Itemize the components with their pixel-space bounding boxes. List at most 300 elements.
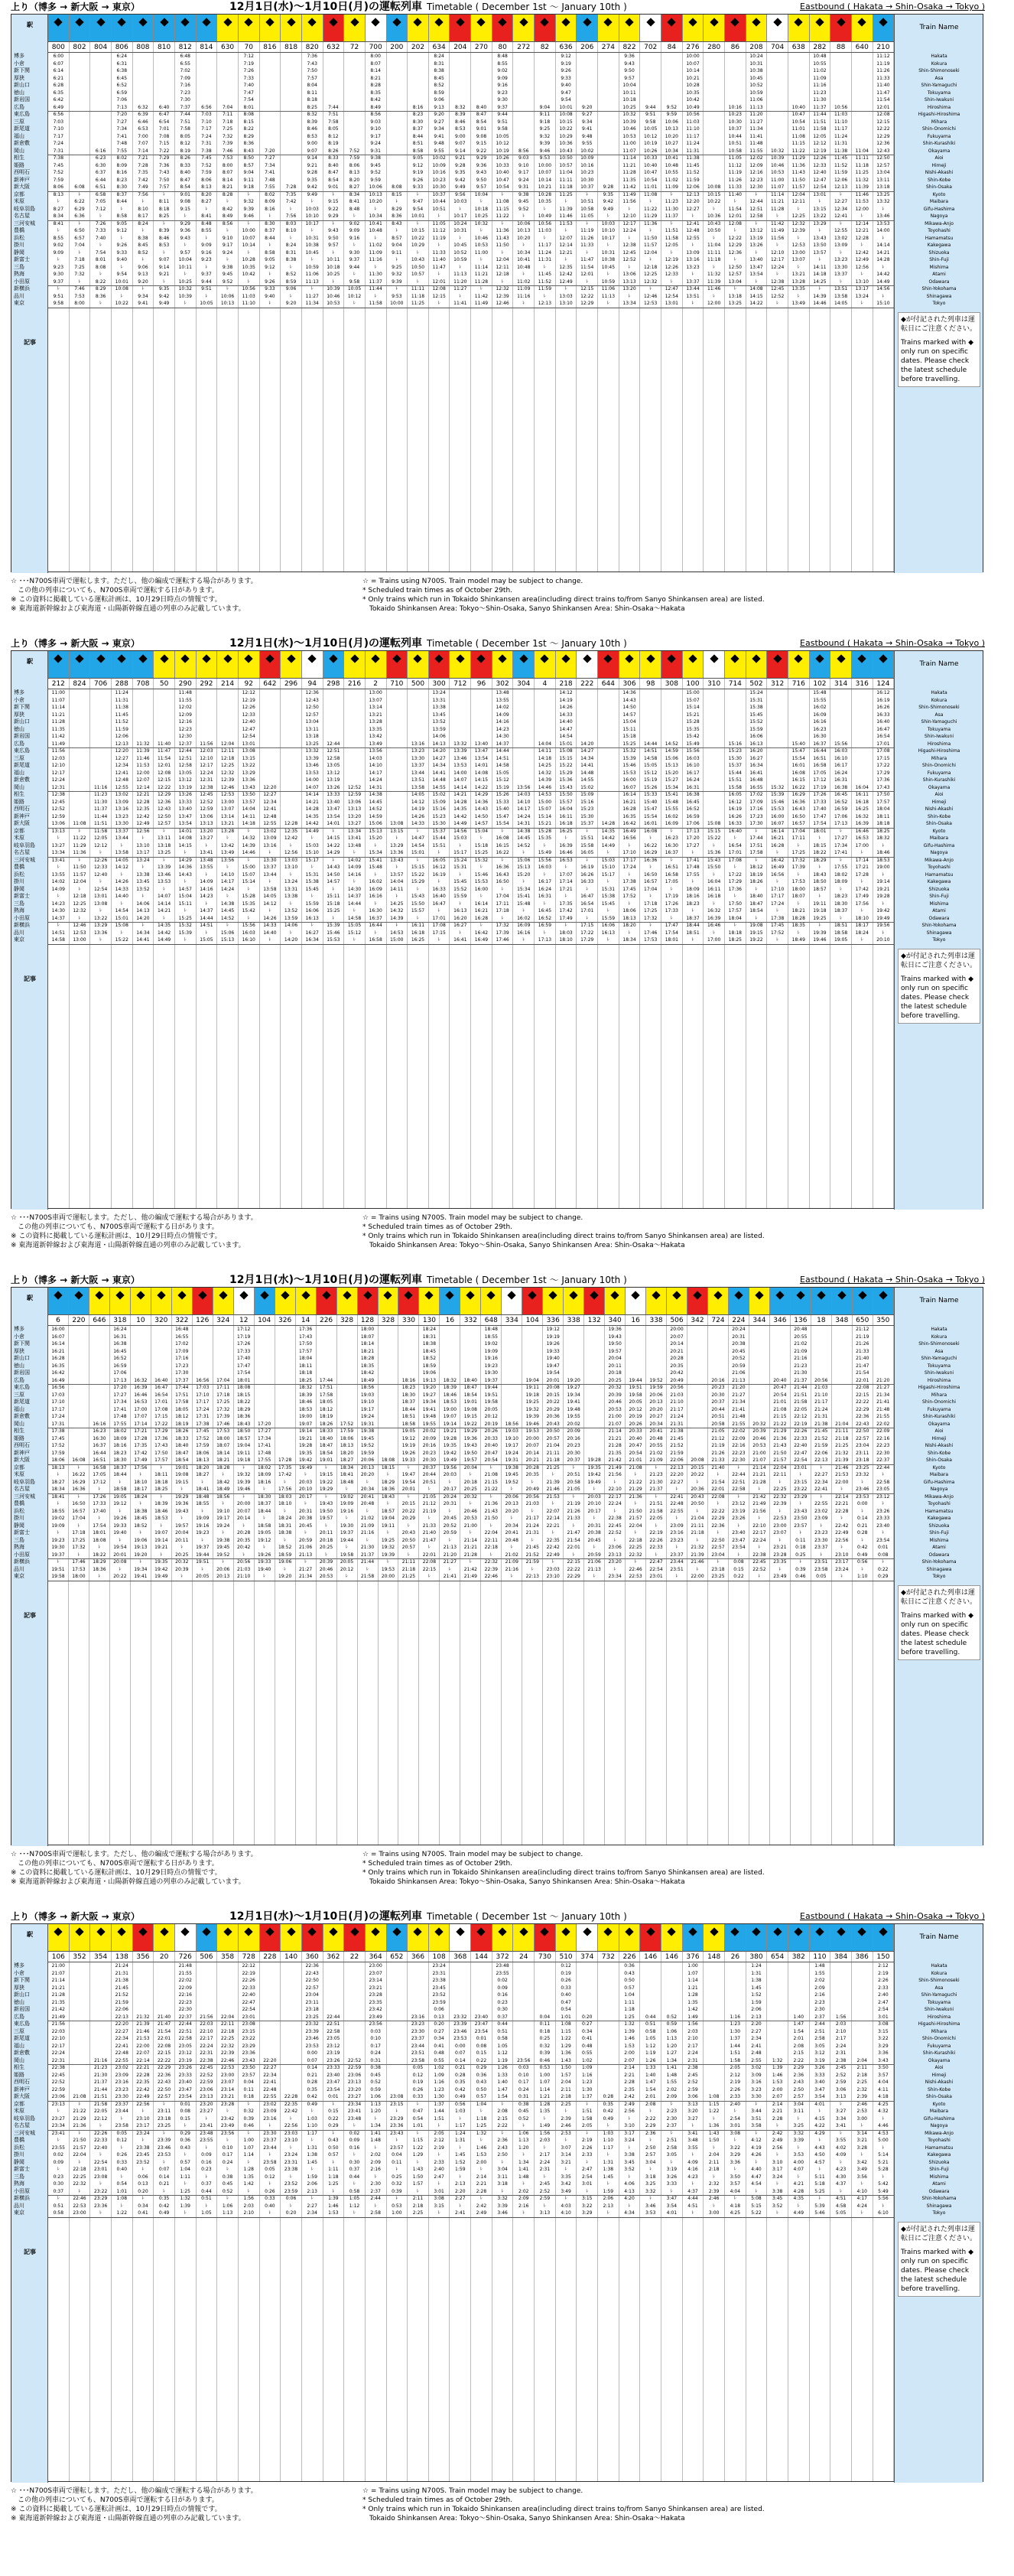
train-type-badge bbox=[175, 1924, 197, 1951]
station-label: 米原 bbox=[14, 1471, 24, 1477]
train-type-badge bbox=[197, 1924, 218, 1951]
train-remark bbox=[687, 1581, 708, 1845]
station-header: 駅 bbox=[27, 21, 33, 28]
train-number: 210 bbox=[873, 42, 895, 52]
train-time-column: 18:56 19:03 19:10 19:17 19:24 19:31 19:38 19:45 19:52 ﾚ 20:06 20:13 20:20 ﾚ 20:34 20:41 20:48 ﾚ 21:02 21:09 21:16 ﾚ bbox=[502, 1326, 522, 1581]
station-label: 三原 bbox=[14, 2027, 24, 2034]
station-label: 新富士 bbox=[14, 256, 30, 262]
station-label: 静岡 bbox=[14, 2158, 24, 2165]
train-number: 326 bbox=[275, 1315, 296, 1325]
train-number: 82 bbox=[535, 42, 556, 52]
train-type-badge bbox=[661, 1924, 683, 1951]
train-type-badge bbox=[344, 1924, 366, 1951]
train-time-column: 16:40 16:47 16:54 17:01 17:08 17:15 17:22 17:29 17:36 17:43 17:50 17:57 ﾚ 18:11 18:18 18:25 ﾚ 18:39 18:46 18:53 ﾚ 19:07 19:14 19:21 ﾚ 19:35 19:42 19:49 bbox=[151, 1326, 172, 1581]
train-time-column: 13:08 13:15 ﾚ 13:29 13:36 13:43 ﾚ 13:57 14:04 14:11 ﾚ 14:25 14:32 14:39 ﾚ 14:53 15:00 bbox=[387, 689, 408, 944]
train-remark bbox=[90, 308, 112, 572]
station-label: 三原 bbox=[14, 754, 24, 761]
train-remark bbox=[323, 945, 345, 1209]
train-remark bbox=[197, 945, 218, 1209]
train-type-badge bbox=[234, 1288, 255, 1314]
footnotes-ja: ☆ ･･･N700S車両で運転します。ただし、他の編成で運転する場合があります。 この他の列車についても、N700S車両で運転する日があります。 ※ この資料に掲載している運転計画は、10月29日時点の情報です。 ※ 東海道新幹線および東海道・山陽新幹線直通の列車のみ記載しています。 bbox=[11, 2487, 258, 2522]
station-label-en: Toyohashi bbox=[928, 2138, 951, 2143]
diamond-icon bbox=[487, 1291, 496, 1299]
station-label: 掛川 bbox=[14, 2151, 24, 2158]
station-label-en: Maibara bbox=[929, 835, 949, 841]
train-remark bbox=[175, 945, 197, 1209]
train-remark bbox=[577, 2218, 598, 2482]
train-time-column: 8:08 8:15 ﾚ 8:29 8:36 8:43 ﾚ 8:57 9:04 9:11 ﾚ 9:25 9:32 9:39 ﾚ 9:53 10:00 bbox=[387, 53, 408, 308]
station-label-en: Kyoto bbox=[932, 191, 946, 197]
diamond-icon bbox=[710, 654, 718, 663]
train-remark bbox=[683, 945, 704, 1209]
station-label-en: Hamamatsu bbox=[925, 1508, 954, 1514]
station-label: 新倉敷 bbox=[14, 1413, 30, 1419]
direction-ja: 上り（博多 → 新大阪 → 東京） bbox=[11, 1275, 140, 1285]
station-label-en: Hakata bbox=[931, 1327, 947, 1332]
train-remark bbox=[217, 945, 239, 1209]
station-label-en: Shin-Iwakuni bbox=[924, 2007, 954, 2012]
diamond-icon bbox=[590, 1291, 599, 1299]
station-label: 新下関 bbox=[14, 67, 30, 73]
train-remark bbox=[366, 308, 387, 572]
train-time-column: 7:04 7:11 7:18 7:25 7:32 7:39 7:46 7:53 8:00 8:07 8:14 8:21 8:28 ﾚ 8:42 8:49 8:56 ﾚ 9:10 9:17 9:24 ﾚ 9:38 9:45 9:52 ﾚ 10:06 10:13 bbox=[217, 53, 239, 308]
train-number: 2 bbox=[366, 679, 387, 689]
train-time-column: 12:20 12:27 12:34 12:41 12:48 12:55 13:02 13:09 13:16 ﾚ 13:30 13:37 13:44 ﾚ 13:58 14:05 14:12 ﾚ 14:26 14:33 14:40 ﾚ bbox=[260, 689, 281, 944]
station-label-en: Shin-Yamaguchi bbox=[921, 1992, 957, 1998]
train-time-column: 1:24 1:31 1:38 1:45 1:52 1:59 2:06 2:13 2:20 2:27 2:34 2:41 2:48 2:55 3:02 3:09 3:16 3:23 3:30 ﾚ 3:44 3:51 3:58 ﾚ 4:12 4:19 4:26 ﾚ 4:40 4:47 4:54 ﾚ 5:08 5:15 5:22 bbox=[746, 1962, 768, 2217]
diamond-icon bbox=[773, 654, 782, 663]
train-number: 338 bbox=[646, 1315, 667, 1325]
train-number: 712 bbox=[450, 679, 471, 689]
train-time-column: 15:32 15:39 15:46 15:53 16:00 16:07 16:14 16:21 16:28 ﾚ 16:42 16:49 16:56 ﾚ 17:10 17:17 17:24 ﾚ 17:38 17:45 17:52 ﾚ bbox=[767, 689, 788, 944]
train-type-badge bbox=[830, 1924, 852, 1951]
train-time-column: 17:44 17:51 17:58 18:05 18:12 18:19 18:26 18:33 18:40 18:47 18:54 19:01 ﾚ 19:15 19:22 19:29 ﾚ 19:43 19:50 19:57 ﾚ 20:11 20:18 20:25 ﾚ 20:39 20:46 20:53 bbox=[317, 1326, 337, 1581]
train-remark bbox=[366, 945, 387, 1209]
diamond-icon bbox=[322, 1291, 330, 1299]
train-time-column: 23:16 23:23 23:30 23:37 23:44 23:51 23:58 0:05 0:12 0:19 0:26 0:33 ﾚ 0:47 0:54 1:01 ﾚ 1:15 1:22 1:29 ﾚ 1:43 1:50 1:57 ﾚ 2:11 2:18 2:25 bbox=[408, 1962, 429, 2217]
train-number: 506 bbox=[667, 1315, 687, 1325]
station-label-en: Shin-Yokohama bbox=[921, 923, 957, 928]
train-time-column: 22:12 22:19 22:26 22:33 22:40 22:47 22:54 23:01 23:08 23:15 23:22 23:29 23:36 23:43 23:50 23:57 0:04 0:11 0:18 ﾚ 0:32 0:39 0:46 ﾚ 1:00 1:07 1:14 ﾚ 1:28 1:35 1:42 ﾚ 1:56 2:03 2:10 bbox=[239, 1962, 260, 2217]
station-label-en: Gifu-Hashima bbox=[923, 2115, 955, 2122]
train-time-column: 13:56 14:03 14:10 14:17 14:24 14:31 14:38 14:45 14:52 ﾚ 15:06 15:13 15:20 ﾚ 15:34 15:41 15:48 ﾚ 16:02 16:09 16:16 ﾚ bbox=[513, 689, 535, 944]
station-label: 新尾道 bbox=[14, 1399, 30, 1405]
train-number: 290 bbox=[175, 679, 197, 689]
diamond-icon bbox=[265, 1927, 274, 1936]
train-time-column: 0:12 0:19 0:26 0:33 0:40 0:47 0:54 1:01 1:08 1:15 1:22 1:29 1:36 1:43 1:50 1:57 2:04 2:11 2:18 2:25 ﾚ 2:39 2:46 2:53 ﾚ 3:07 3:14 3:21 ﾚ 3:35 3:42 3:49 ﾚ 4:03 4:10 bbox=[556, 1962, 577, 2217]
train-type-badge bbox=[852, 1924, 873, 1951]
train-type-badge bbox=[408, 1924, 429, 1951]
train-time-column: 20:32 20:39 20:46 20:53 21:00 21:07 21:14 21:21 21:28 ﾚ 21:42 21:49 21:56 ﾚ 22:10 22:17 22:24 ﾚ 22:38 22:45 22:52 ﾚ bbox=[749, 1326, 770, 1581]
train-time-column: 20:24 20:31 20:38 20:45 20:52 20:59 21:06 21:13 21:20 21:27 21:34 21:41 21:48 21:55 22:02 22:09 22:16 22:23 22:30 ﾚ 22:44 22:51 22:58 ﾚ 23:12 23:19 23:26 ﾚ 23:40 23:47 23:54 ﾚ 0:08 0:15 0:22 bbox=[729, 1326, 749, 1581]
station-label: 新尾道 bbox=[14, 2035, 30, 2041]
train-type-badge bbox=[110, 1288, 131, 1314]
remarks-header: 記事 bbox=[24, 2248, 36, 2255]
station-label: 新山口 bbox=[14, 82, 30, 88]
diamond-icon bbox=[245, 1927, 253, 1936]
train-remark bbox=[661, 308, 683, 572]
station-label: 三河安城 bbox=[14, 1493, 35, 1500]
train-time-column: 14:28 14:35 14:42 14:49 ﾚ 15:03 15:10 15:17 ﾚ 15:31 15:38 15:45 ﾚ 15:59 16:06 16:13 ﾚ bbox=[598, 689, 619, 944]
train-number: 362 bbox=[323, 1952, 345, 1962]
station-label: 徳山 bbox=[14, 1362, 24, 1369]
station-label-en: Asa bbox=[934, 1348, 944, 1354]
station-label-en: Tokyo bbox=[932, 2210, 946, 2216]
diamond-icon bbox=[583, 1927, 591, 1936]
train-number: 144 bbox=[471, 1952, 492, 1962]
station-label: 相生 bbox=[14, 791, 24, 797]
train-time-column: 19:12 19:19 19:26 19:33 19:40 19:47 19:54 20:01 20:08 20:15 20:22 20:29 20:36 20:43 20:50 20:57 21:04 21:11 21:18 21:25 ﾚ 21:39 21:46 21:53 ﾚ 22:07 22:14 22:21 ﾚ 22:35 22:42 22:49 ﾚ 23:03 23:10 bbox=[543, 1326, 564, 1581]
train-time-column: 13:32 13:39 13:46 13:53 14:00 14:07 14:14 14:21 14:28 14:35 14:42 14:49 14:56 15:03 ﾚ 15:17 15:24 15:31 ﾚ 15:45 15:52 15:59 ﾚ 16:13 16:20 16:27 ﾚ 16:41 bbox=[450, 689, 471, 944]
diamond-icon bbox=[54, 1291, 62, 1299]
direction-en: Eastbound ( Hakata → Shin-Osaka → Tokyo ) bbox=[800, 1911, 985, 1921]
train-number: 360 bbox=[302, 1952, 323, 1962]
station-column bbox=[11, 1288, 48, 1846]
train-number: 708 bbox=[133, 679, 154, 689]
train-time-column: 17:20 17:27 17:34 17:41 17:48 17:55 18:02 18:09 18:16 ﾚ 18:30 18:37 18:44 ﾚ 18:58 19:05 19:12 ﾚ 19:26 19:33 19:40 ﾚ bbox=[255, 1326, 275, 1581]
station-label: 博多 bbox=[14, 53, 24, 59]
station-label-en: Okayama bbox=[928, 148, 951, 154]
train-time-column: 12:36 12:43 12:50 12:57 13:04 13:11 13:18 13:25 13:32 13:39 13:46 13:53 14:00 14:07 14:14 14:21 14:28 14:35 14:42 14:49 ﾚ 15:03 15:10 15:17 ﾚ 15:31 15:38 15:45 ﾚ 15:59 16:06 16:13 ﾚ 16:27 16:34 bbox=[302, 689, 323, 944]
train-type-badge bbox=[853, 1288, 873, 1314]
station-label: 新大阪 bbox=[14, 820, 30, 826]
station-label-en: Okayama bbox=[928, 784, 951, 790]
station-label-en: Shin-Iwakuni bbox=[924, 1370, 954, 1376]
train-name-header: Train Name bbox=[919, 1933, 959, 1941]
station-header: 駅 bbox=[27, 1931, 33, 1938]
train-time-column: 18:16 18:23 18:30 18:37 18:44 18:51 18:58 19:05 19:12 19:19 19:26 19:33 ﾚ 19:47 19:54 20:01 ﾚ 20:15 20:22 20:29 ﾚ 20:43 20:50 20:57 ﾚ 21:11 21:18 21:25 bbox=[398, 1326, 419, 1581]
station-label: 掛川 bbox=[14, 1515, 24, 1521]
diamond-icon bbox=[181, 18, 190, 26]
train-number: 502 bbox=[746, 679, 768, 689]
train-number: 272 bbox=[513, 42, 535, 52]
train-type-badge bbox=[767, 15, 788, 41]
train-number: 802 bbox=[70, 42, 91, 52]
station-label-en: Shin-Onomichi bbox=[922, 1399, 956, 1405]
train-number: 324 bbox=[213, 1315, 234, 1325]
train-remark bbox=[746, 2218, 768, 2482]
train-number: 704 bbox=[767, 42, 788, 52]
train-time-column: 9:36 9:43 9:50 9:57 10:04 10:11 10:18 10:25 10:32 10:39 10:46 10:53 11:00 11:07 11:14 11:21 11:28 11:35 11:42 11:49 11:56 ﾚ 12:10 12:17 12:24 ﾚ 12:38 12:45 12:52 ﾚ 13:06 13:13 13:20 ﾚ 13:34 bbox=[619, 53, 641, 308]
station-label: 岐阜羽島 bbox=[14, 205, 35, 212]
train-number: 300 bbox=[429, 679, 450, 689]
diamond-icon bbox=[202, 18, 210, 26]
train-time-column: 13:00 13:07 13:14 13:21 13:28 13:35 13:42 13:49 13:56 14:03 14:10 14:17 14:24 14:31 14:38 14:45 14:52 14:59 15:06 15:13 15:20 ﾚ 15:34 15:41 15:48 ﾚ 16:02 16:09 16:16 ﾚ 16:30 16:37 16:44 ﾚ 16:58 bbox=[366, 689, 387, 944]
train-number: 130 bbox=[419, 1315, 440, 1325]
station-label-en: Higashi-Hiroshima bbox=[918, 748, 960, 754]
station-label-en: Toyohashi bbox=[928, 865, 951, 870]
train-number: 346 bbox=[770, 1315, 791, 1325]
train-number: 820 bbox=[302, 42, 323, 52]
train-remark bbox=[667, 1581, 687, 1845]
station-label-en: Nagoya bbox=[930, 213, 948, 219]
station-label: 京都 bbox=[14, 191, 24, 197]
train-time-column: 11:00 11:07 11:14 11:21 11:28 11:35 11:42 11:49 11:56 12:03 12:10 12:17 12:24 12:31 12:38 12:45 12:52 12:59 13:06 13:13 ﾚ 13:27 13:34 13:41 ﾚ 13:55 14:02 14:09 ﾚ 14:23 14:30 14:37 ﾚ 14:51 14:58 bbox=[48, 689, 70, 944]
train-remark bbox=[830, 2218, 852, 2482]
station-label-en: Kokura bbox=[931, 60, 947, 67]
diamond-icon bbox=[245, 18, 253, 26]
train-type-badge bbox=[48, 651, 70, 678]
train-type-badge bbox=[48, 1288, 69, 1314]
train-time-column: 8:16 8:23 8:30 8:37 8:44 8:51 8:58 9:05 9:12 9:19 9:26 9:33 ﾚ 9:47 9:54 10:01 ﾚ 10:15 10:22 10:29 ﾚ 10:43 10:50 10:57 ﾚ 11:11 11:18 11:25 bbox=[408, 53, 429, 308]
train-type-badge bbox=[275, 1288, 296, 1314]
train-type-badge bbox=[217, 651, 239, 678]
train-time-column: 11:16 11:23 11:30 11:37 11:44 11:51 11:58 12:05 12:12 ﾚ 12:26 12:33 12:40 ﾚ 12:54 13:01 13:08 ﾚ 13:22 13:29 13:36 ﾚ bbox=[90, 689, 112, 944]
station-label: 熱海 bbox=[14, 907, 24, 913]
train-type-badge bbox=[69, 1288, 89, 1314]
train-type-badge bbox=[852, 15, 873, 41]
station-label: 岡山 bbox=[14, 783, 24, 790]
diamond-icon bbox=[817, 1291, 825, 1299]
train-type-badge bbox=[302, 1924, 323, 1951]
diamond-icon bbox=[160, 18, 168, 26]
station-label: 静岡 bbox=[14, 1522, 24, 1529]
train-type-badge bbox=[387, 15, 408, 41]
train-type-badge bbox=[260, 15, 281, 41]
train-number: 292 bbox=[197, 679, 218, 689]
train-type-badge bbox=[725, 1924, 746, 1951]
station-label: 新神戸 bbox=[14, 1449, 30, 1456]
station-label: 西明石 bbox=[14, 2079, 30, 2085]
train-time-column: 20:00 20:07 20:14 20:21 20:28 20:35 20:42 20:49 20:56 21:03 21:10 21:17 21:24 21:31 21:38 21:45 21:52 21:59 22:06 22:13 22:20 22:27 ﾚ 22:41 22:48 22:55 ﾚ 23:09 23:16 23:23 ﾚ 23:37 23:44 23:51 ﾚ bbox=[667, 1326, 687, 1581]
train-type-badge bbox=[323, 15, 345, 41]
station-label-en: Shin-Kobe bbox=[927, 177, 951, 183]
train-number: 218 bbox=[556, 679, 577, 689]
diamond-icon bbox=[477, 18, 486, 26]
train-time-column: 16:12 16:19 16:26 16:33 16:40 16:47 16:54 17:01 17:08 17:15 17:22 17:29 17:36 17:43 17:50 17:57 18:04 18:11 18:18 18:25 18:32 ﾚ 18:46 18:53 19:00 ﾚ 19:14 19:21 19:28 ﾚ 19:42 19:49 19:56 ﾚ 20:10 bbox=[873, 689, 895, 944]
train-time-column: 10:08 10:15 10:22 ﾚ 10:36 10:43 10:50 ﾚ 11:04 11:11 11:18 ﾚ 11:32 11:39 11:46 ﾚ 12:00 bbox=[704, 53, 725, 308]
diamond-icon bbox=[508, 1291, 516, 1299]
station-label-en: Himeji bbox=[931, 799, 947, 805]
diamond-icon bbox=[668, 1927, 676, 1936]
train-type-badge bbox=[154, 651, 175, 678]
train-type-badge bbox=[502, 1288, 522, 1314]
train-remark bbox=[112, 308, 133, 572]
train-type-badge bbox=[687, 1288, 708, 1314]
station-label: 福山 bbox=[14, 769, 24, 776]
train-number: 216 bbox=[344, 679, 366, 689]
diamond-icon bbox=[74, 1291, 83, 1299]
train-type-badge bbox=[323, 651, 345, 678]
train-type-badge bbox=[708, 1288, 729, 1314]
diamond-icon bbox=[202, 1927, 210, 1936]
station-label: 名古屋 bbox=[14, 849, 30, 855]
diamond-icon bbox=[477, 654, 486, 663]
station-label-en: Shin-Yamaguchi bbox=[921, 83, 957, 88]
diamond-icon bbox=[498, 1927, 506, 1936]
train-time-column: 11:24 11:31 11:38 11:45 11:52 11:59 12:06 12:13 12:20 12:27 12:34 12:41 12:48 12:55 13:02 13:09 13:16 13:23 13:30 13:37 13:44 ﾚ 13:58 14:05 14:12 ﾚ 14:26 14:33 14:40 ﾚ 14:54 15:01 15:08 ﾚ 15:22 bbox=[112, 689, 133, 944]
train-time-column: 14:36 14:43 14:50 14:57 15:04 15:11 15:18 15:25 15:32 15:39 15:46 15:53 16:00 16:07 16:14 16:21 16:28 16:35 16:42 16:49 16:56 ﾚ 17:10 17:17 17:24 ﾚ 17:38 17:45 17:52 ﾚ 18:06 18:13 18:20 ﾚ 18:34 bbox=[619, 689, 641, 944]
train-type-badge bbox=[239, 1924, 260, 1951]
train-time-column: 23:40 23:47 23:54 0:01 0:08 0:15 0:22 0:29 0:36 0:43 0:50 0:57 1:04 ﾚ 1:18 1:25 1:32 ﾚ 1:46 1:53 2:00 ﾚ 2:14 2:21 2:28 ﾚ 2:42 2:49 bbox=[471, 1962, 492, 2217]
train-number: 354 bbox=[90, 1952, 112, 1962]
train-time-column: 19:20 19:27 19:34 19:41 19:48 19:55 20:02 20:09 20:16 20:23 20:30 20:37 ﾚ 20:51 20:58 21:05 ﾚ 21:19 21:26 21:33 ﾚ 21:47 21:54 22:01 ﾚ 22:15 22:22 22:29 bbox=[564, 1326, 584, 1581]
train-type-row bbox=[48, 15, 894, 42]
diamond-icon bbox=[363, 1291, 372, 1299]
station-label-en: Nagoya bbox=[930, 1487, 948, 1492]
station-label-en: Hakata bbox=[931, 1963, 947, 1969]
diamond-icon bbox=[713, 1291, 722, 1299]
diamond-icon bbox=[350, 1927, 359, 1936]
train-type-badge bbox=[535, 1924, 556, 1951]
diamond-icon bbox=[710, 1927, 718, 1936]
train-number: 140 bbox=[281, 1952, 302, 1962]
train-number: 14 bbox=[296, 1315, 317, 1325]
timetable-page bbox=[0, 1273, 1014, 1910]
train-time-column: 14:04 14:11 14:18 14:25 14:32 14:39 14:46 14:53 15:00 15:07 15:14 15:21 15:28 15:35 ﾚ 15:49 15:56 16:03 ﾚ 16:17 16:24 16:31 ﾚ 16:45 16:52 16:59 ﾚ 17:13 bbox=[535, 689, 556, 944]
train-remark bbox=[450, 945, 471, 1209]
train-time-column: 16:48 16:55 17:02 17:09 17:16 17:23 17:30 17:37 17:44 17:51 17:58 18:05 18:12 18:19 18:26 18:33 18:40 18:47 18:54 19:01 19:08 19:15 ﾚ 19:29 19:36 19:43 ﾚ 19:57 20:04 20:11 ﾚ 20:25 20:32 20:39 ﾚ bbox=[172, 1326, 193, 1581]
diamond-icon bbox=[625, 654, 633, 663]
train-time-column: 8:40 8:47 8:54 9:01 9:08 9:15 9:22 9:29 9:36 9:43 9:50 9:57 10:04 ﾚ 10:18 10:25 10:32 ﾚ 10:46 10:53 11:00 ﾚ 11:14 11:21 11:28 ﾚ 11:42 11:49 bbox=[471, 53, 492, 308]
station-label: 三島 bbox=[14, 1536, 24, 1543]
station-label-en: Kyoto bbox=[932, 828, 946, 834]
train-time-column: 21:56 22:03 22:10 22:17 22:24 22:31 22:38 22:45 22:52 22:59 23:06 23:13 23:20 23:27 ﾚ 23:41 23:48 23:55 ﾚ 0:09 0:16 0:23 ﾚ 0:37 0:44 0:51 ﾚ 1:05 bbox=[197, 1962, 218, 2217]
station-label: 東広島 bbox=[14, 2021, 30, 2027]
station-label: 新横浜 bbox=[14, 2195, 30, 2201]
train-number: 364 bbox=[366, 1952, 387, 1962]
train-remark bbox=[471, 945, 492, 1209]
station-label: 東京 bbox=[14, 300, 24, 306]
station-label: 新下関 bbox=[14, 1977, 30, 1983]
station-label: 新大阪 bbox=[14, 2093, 30, 2099]
train-time-column: 0:44 0:51 0:58 1:05 1:12 1:19 1:26 1:33 1:40 1:47 1:54 2:01 2:08 ﾚ 2:22 2:29 2:36 ﾚ 2:50 2:57 3:04 ﾚ 3:18 3:25 3:32 ﾚ 3:46 3:53 bbox=[640, 1962, 661, 2217]
train-number: 822 bbox=[619, 42, 641, 52]
train-number: 650 bbox=[853, 1315, 873, 1325]
train-remark bbox=[429, 2218, 450, 2482]
train-type-badge bbox=[830, 15, 852, 41]
train-time-column: 16:56 17:03 17:10 17:17 17:24 17:31 17:38 17:45 17:52 17:59 18:06 18:13 18:20 18:27 ﾚ 18:41 18:48 18:55 ﾚ 19:09 19:16 19:23 ﾚ 19:37 19:44 19:51 ﾚ 20:05 bbox=[193, 1326, 213, 1581]
train-remark bbox=[683, 2218, 704, 2482]
diamond-icon bbox=[498, 18, 506, 26]
train-remark bbox=[746, 945, 768, 1209]
train-remark bbox=[619, 308, 641, 572]
station-label-en: Nishi-Akashi bbox=[925, 1443, 954, 1448]
train-number: 728 bbox=[239, 1952, 260, 1962]
station-label: 博多 bbox=[14, 1326, 24, 1332]
diamond-icon bbox=[646, 1927, 655, 1936]
train-remark bbox=[379, 1581, 399, 1845]
diamond-icon bbox=[54, 1927, 63, 1936]
train-number: 224 bbox=[729, 1315, 749, 1325]
train-type-badge bbox=[281, 15, 302, 41]
station-label: 広島 bbox=[14, 740, 24, 747]
train-time-column: 6:24 6:31 6:38 6:45 6:52 6:59 7:06 7:13 7:20 7:27 7:34 7:41 7:48 7:55 8:02 8:09 8:16 8:23 8:30 8:37 8:44 ﾚ 8:58 9:05 9:12 ﾚ 9:26 9:33 9:40 ﾚ 9:54 10:01 10:08 ﾚ 10:22 bbox=[112, 53, 133, 308]
train-type-badge bbox=[640, 651, 661, 678]
train-type-badge bbox=[450, 15, 471, 41]
train-number: 340 bbox=[605, 1315, 626, 1325]
train-name-header: Train Name bbox=[919, 660, 959, 668]
train-remark bbox=[89, 1581, 110, 1845]
diamond-icon bbox=[181, 1927, 190, 1936]
train-type-badge bbox=[193, 1288, 213, 1314]
diamond-icon bbox=[219, 1291, 227, 1299]
station-label: 品川 bbox=[14, 1565, 24, 1572]
train-number-row bbox=[48, 1952, 894, 1962]
diamond-icon bbox=[795, 18, 803, 26]
station-label: 福山 bbox=[14, 2042, 24, 2049]
station-label-en: Mishima bbox=[929, 2174, 949, 2180]
train-number: 732 bbox=[598, 1952, 619, 1962]
train-number: 88 bbox=[830, 42, 852, 52]
station-label-en: Shinagawa bbox=[926, 1566, 952, 1572]
train-type-badge bbox=[48, 1924, 70, 1951]
diamond-icon bbox=[96, 654, 105, 663]
train-remark bbox=[90, 945, 112, 1209]
station-label: 小田原 bbox=[14, 914, 30, 921]
train-remark bbox=[440, 1581, 460, 1845]
station-label-en: Toyohashi bbox=[928, 228, 951, 233]
train-time-column: 0:04 0:11 0:18 0:25 0:32 0:39 0:46 0:53 1:00 1:07 1:14 1:21 1:28 1:35 ﾚ 1:49 1:56 2:03 ﾚ 2:17 2:24 2:31 ﾚ 2:45 2:52 2:59 ﾚ 3:13 bbox=[535, 1962, 556, 2217]
timetable-page bbox=[0, 1910, 1014, 2546]
diamond-icon bbox=[392, 654, 401, 663]
diamond-icon bbox=[372, 18, 380, 26]
train-remark bbox=[450, 308, 471, 572]
diamond-icon bbox=[223, 654, 232, 663]
station-label: 新倉敷 bbox=[14, 140, 30, 146]
diamond-icon bbox=[329, 654, 337, 663]
diamond-icon bbox=[414, 18, 422, 26]
train-time-column: 7:44 7:51 7:58 8:05 8:12 8:19 8:26 8:33 8:40 8:47 8:54 9:01 ﾚ 9:15 9:22 9:29 ﾚ 9:43 9:50 9:57 ﾚ 10:11 10:18 10:25 ﾚ 10:39 10:46 10:53 bbox=[323, 53, 345, 308]
time-rows bbox=[48, 1962, 894, 2217]
station-label-en: Shin-Fuji bbox=[929, 2167, 949, 2172]
train-remark bbox=[154, 945, 175, 1209]
train-time-column: 9:44 9:51 9:58 10:05 10:12 10:19 10:26 10:33 10:40 10:47 10:54 11:01 11:08 ﾚ 11:22 11:29 11:36 ﾚ 11:50 11:57 12:04 ﾚ 12:18 12:25 12:32 ﾚ 12:46 12:53 bbox=[640, 53, 661, 308]
train-remark bbox=[255, 1581, 275, 1845]
train-remark bbox=[810, 2218, 831, 2482]
train-remark bbox=[112, 2218, 133, 2482]
station-label-en: Shin-Kurashiki bbox=[922, 1414, 956, 1419]
page-title: 12月1日(水)～1月10日(月)の運転列車 Timetable ( December 1st ～ January 10th ) bbox=[229, 1, 627, 13]
station-label: 小倉 bbox=[14, 696, 24, 703]
diamond-icon bbox=[160, 1927, 168, 1936]
train-time-column: 22:04 22:11 22:18 22:25 22:32 22:39 22:46 22:53 23:00 23:07 23:14 23:21 23:28 ﾚ 23:42 23:49 23:56 ﾚ 0:10 0:17 0:24 ﾚ 0:38 0:45 0:52 ﾚ 1:06 1:13 bbox=[217, 1962, 239, 2217]
train-time-column: 11:40 11:47 11:54 12:01 12:08 12:15 12:22 12:29 12:36 12:43 12:50 12:57 ﾚ 13:11 13:18 13:25 ﾚ 13:39 13:46 13:53 ﾚ 14:07 14:14 14:21 ﾚ 14:35 14:42 14:49 bbox=[154, 689, 175, 944]
diamond-icon bbox=[752, 18, 760, 26]
footnotes-ja: ☆ ･･･N700S車両で運転します。ただし、他の編成で運転する場合があります。 この他の列車についても、N700S車両で運転する日があります。 ※ この資料に掲載している運転計画は、10月29日時点の情報です。 ※ 東海道新幹線および東海道・山陽新幹線直通の列車のみ記載しています。 bbox=[11, 1214, 258, 1249]
train-remark bbox=[172, 1581, 193, 1845]
footnotes-en: ☆ = Trains using N700S. Train model may be subject to change. * Scheduled train times as of October 29th. * Only trains which run in Tokaido Shinkansen area(including direct trains to/from Sanyo Shinkansen area) are listed. Tokaido Shinkansen Area: Tokyo〜Shin-Osaka, Sanyo Shinkansen Area: Shin-Osaka〜Hakata bbox=[362, 1214, 765, 1249]
train-remark bbox=[481, 1581, 502, 1845]
train-number: 372 bbox=[492, 1952, 514, 1962]
diamond-icon bbox=[879, 654, 887, 663]
train-remark bbox=[556, 2218, 577, 2482]
train-number: 80 bbox=[492, 42, 514, 52]
train-remark bbox=[810, 308, 831, 572]
diamond-icon bbox=[879, 18, 887, 26]
station-label-en: Mihara bbox=[931, 755, 947, 761]
train-type-badge bbox=[387, 651, 408, 678]
station-label: 京都 bbox=[14, 1464, 24, 1470]
diamond-icon bbox=[541, 654, 549, 663]
station-label-en: Shinagawa bbox=[926, 2203, 952, 2209]
train-number-row bbox=[48, 42, 894, 53]
station-label-en: Okayama bbox=[928, 1421, 951, 1427]
train-number: 104 bbox=[522, 1315, 543, 1325]
station-label-en: Tokuyama bbox=[927, 1999, 951, 2005]
train-number: 368 bbox=[450, 1952, 471, 1962]
diamond-icon bbox=[54, 18, 63, 26]
train-type-badge bbox=[767, 1924, 788, 1951]
train-remark bbox=[69, 1581, 89, 1845]
train-number: 296 bbox=[281, 679, 302, 689]
station-label-en: Shin-Fuji bbox=[929, 257, 949, 262]
diamond-icon bbox=[301, 1291, 310, 1299]
train-remark bbox=[873, 308, 895, 572]
train-type-badge bbox=[513, 15, 535, 41]
diamond-icon bbox=[549, 1291, 557, 1299]
train-time-column: 0:36 0:43 0:50 0:57 1:04 1:11 1:18 1:25 1:32 1:39 1:46 1:53 2:00 2:07 2:14 2:21 2:28 2:35 2:42 2:49 2:56 ﾚ 3:10 3:17 3:24 ﾚ 3:38 3:45 3:52 ﾚ 4:06 4:13 4:20 ﾚ 4:34 bbox=[619, 1962, 641, 2217]
